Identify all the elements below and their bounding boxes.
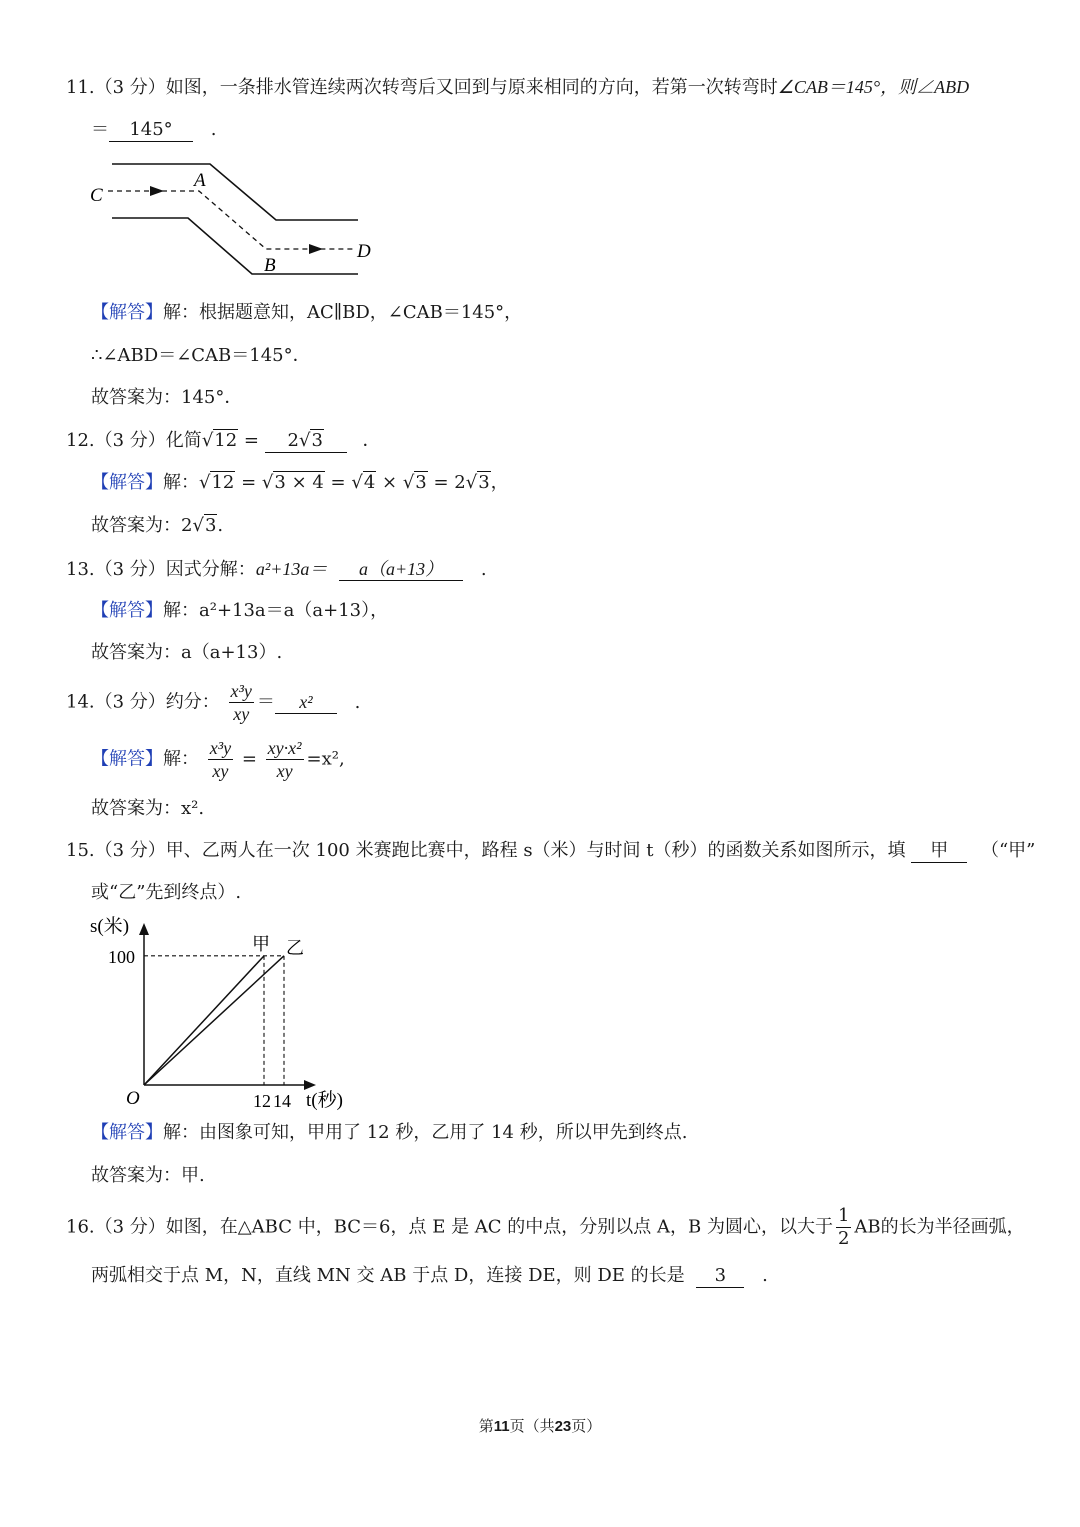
x-tick-label-1: 12 <box>253 1091 271 1111</box>
q16-stem-line2: 两弧相交于点 M，N，直线 MN 交 AB 于点 D，连接 DE，则 DE 的长是 3 . <box>91 1265 768 1286</box>
q16-answer: 3 <box>696 1265 744 1288</box>
q12-answer: 2√3 <box>265 430 347 453</box>
q15-race-chart <box>86 910 356 1115</box>
q11-solution-2: ∴∠ABD＝∠CAB＝145°． <box>91 345 311 366</box>
q14-stem: 14.（3 分）约分： $\frac{\text{x³y}}{xy}$ ＝ x² . <box>66 681 361 724</box>
q12-stem: 12.（3 分）化简√12 = 2√3 ． <box>66 430 381 451</box>
q11-answer: 145° <box>109 119 193 142</box>
x-axis-arrow <box>304 1080 316 1090</box>
q15-solution: 【解答】解：由图象可知，甲用了 12 秒，乙用了 14 秒，所以甲先到终点. <box>91 1122 688 1143</box>
label-c: C <box>90 185 103 206</box>
q15-stem-line2: 或“乙”先到终点）. <box>91 882 242 903</box>
series-label-2: 乙 <box>286 937 304 958</box>
y-axis-arrow <box>139 923 149 935</box>
q11-pipe-figure <box>86 152 376 282</box>
q15-answer: 甲 <box>911 840 967 863</box>
q11-stem: 11.（3 分）如图，一条排水管连续两次转弯后又回到与原来相同的方向，若第一次转弯时∠CAB＝145°，则∠ABD <box>66 77 970 98</box>
q11-answer-line: ＝ 145° . <box>91 119 217 140</box>
series-line-2 <box>144 956 284 1085</box>
series-label-1: 甲 <box>252 933 270 954</box>
q15-stem: 15.（3 分）甲、乙两人在一次 100 米赛跑比赛中，路程 s（米）与时间 t（秒）的函数关系如图所示，填 甲 （“甲” <box>66 840 1036 861</box>
q16-half-fraction: $\frac{1}{2}$ <box>837 1205 850 1249</box>
q13-answer: a（a+13） <box>339 558 463 581</box>
q13-stem: 13.（3 分）因式分解：a²+13a＝ a（a+13） . <box>66 559 487 580</box>
arrow-head-d <box>309 244 323 254</box>
q13-solution: 【解答】解：a²+13a＝a（a+13）， <box>91 600 389 621</box>
q14-fraction: $\frac{\text{x³y}}{xy}$ <box>230 681 252 724</box>
pipe-upper-wall <box>112 164 358 220</box>
q11-final-answer: 故答案为：145°． <box>91 387 243 408</box>
pipe-lower-wall <box>112 218 358 274</box>
q14-final-answer: 故答案为：x². <box>91 798 205 819</box>
q13-final-answer: 故答案为：a（a+13）. <box>91 642 283 663</box>
y-axis-label: s(米) <box>90 916 130 937</box>
label-d: D <box>357 241 371 262</box>
q12-solution: 【解答】解：√12 = √3 × 4 = √4 × √3 = 2√3， <box>91 472 509 493</box>
y-tick-label-1: 100 <box>108 946 135 967</box>
label-b: B <box>264 255 276 276</box>
arrow-head-c <box>150 186 164 196</box>
x-tick-label-2: 14 <box>273 1091 291 1111</box>
series-line-1 <box>144 956 264 1085</box>
q14-solution: 【解答】解： $\frac{\text{x³y}}{xy}$ = $\frac{\text{xy·x²}}{xy}$ =x², <box>91 738 345 781</box>
q14-answer: x² <box>275 691 337 714</box>
q12-final-answer: 故答案为：2√3. <box>91 515 224 536</box>
q16-stem: 16.（3 分）如图，在△ABC 中，BC＝6，点 E 是 AC 的中点，分别以点 A，B 为圆心，以大于 $\frac{1}{2}$ AB的长为半径画弧， <box>66 1205 1025 1249</box>
origin-label: O <box>126 1088 140 1109</box>
x-axis-label: t(秒) <box>306 1090 343 1111</box>
page-footer: 第11页（共23页） <box>478 1417 602 1435</box>
q11-solution-1: 【解答】解：根据题意知，AC∥BD，∠CAB＝145°， <box>91 302 523 323</box>
q15-final-answer: 故答案为：甲. <box>91 1165 205 1186</box>
label-a: A <box>194 170 206 191</box>
